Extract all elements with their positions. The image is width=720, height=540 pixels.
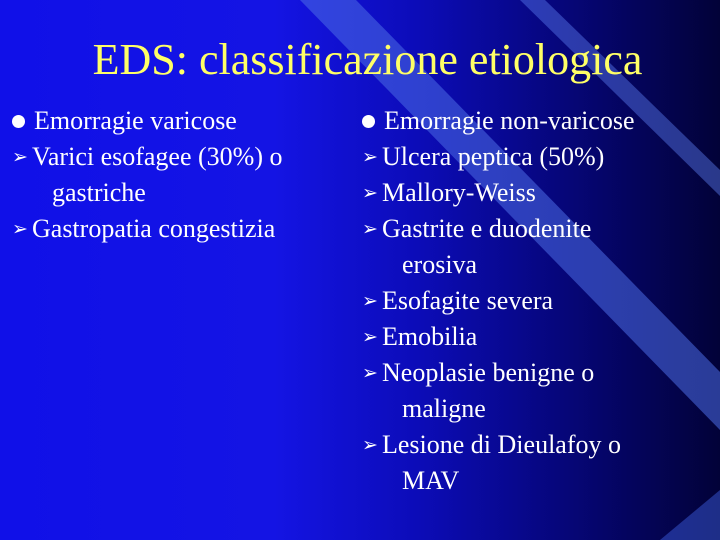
- round-bullet-icon: [362, 115, 375, 128]
- left-column: [12, 103, 352, 247]
- list-item-text: Varici esofagee (30%) o: [32, 142, 283, 171]
- arrow-bullet-icon: ➢: [362, 218, 378, 240]
- list-item-text: Neoplasie benigne o: [382, 358, 595, 387]
- list-item: [362, 427, 702, 499]
- list-item: [362, 211, 702, 283]
- list-item-continuation: gastriche: [52, 178, 146, 207]
- arrow-bullet-icon: ➢: [12, 218, 28, 240]
- right-header-text: Emorragie non-varicose: [384, 106, 635, 135]
- list-item-continuation: maligne: [402, 394, 486, 423]
- arrow-bullet-icon: ➢: [362, 326, 378, 348]
- list-item: [362, 355, 702, 427]
- arrow-bullet-icon: ➢: [362, 182, 378, 204]
- left-header-text: Emorragie varicose: [34, 106, 237, 135]
- list-item-text: Ulcera peptica (50%): [382, 142, 605, 171]
- list-item: [362, 139, 702, 175]
- right-column-header: [362, 103, 702, 139]
- list-item: [12, 139, 352, 211]
- list-item-text: Gastrite e duodenite: [382, 214, 592, 243]
- left-column-header: [12, 103, 352, 139]
- list-item-text: Emobilia: [382, 322, 478, 351]
- arrow-bullet-icon: ➢: [362, 290, 378, 312]
- list-item: [12, 211, 352, 247]
- round-bullet-icon: [12, 115, 25, 128]
- arrow-bullet-icon: ➢: [362, 362, 378, 384]
- arrow-bullet-icon: ➢: [362, 434, 378, 456]
- list-item-text: Lesione di Dieulafoy o: [382, 430, 621, 459]
- list-item: [362, 175, 702, 211]
- list-item: [362, 319, 702, 355]
- list-item-continuation: MAV: [402, 466, 460, 495]
- list-item-continuation: erosiva: [402, 250, 478, 279]
- list-item-text: Mallory-Weiss: [382, 178, 536, 207]
- list-item: [362, 283, 702, 319]
- list-item-text: Gastropatia congestizia: [32, 214, 276, 243]
- slide-title: EDS: classificazione etiologica: [92, 35, 643, 84]
- arrow-bullet-icon: ➢: [362, 146, 378, 168]
- list-item-text: Esofagite severa: [382, 286, 554, 315]
- right-column: [362, 103, 702, 499]
- arrow-bullet-icon: ➢: [12, 146, 28, 168]
